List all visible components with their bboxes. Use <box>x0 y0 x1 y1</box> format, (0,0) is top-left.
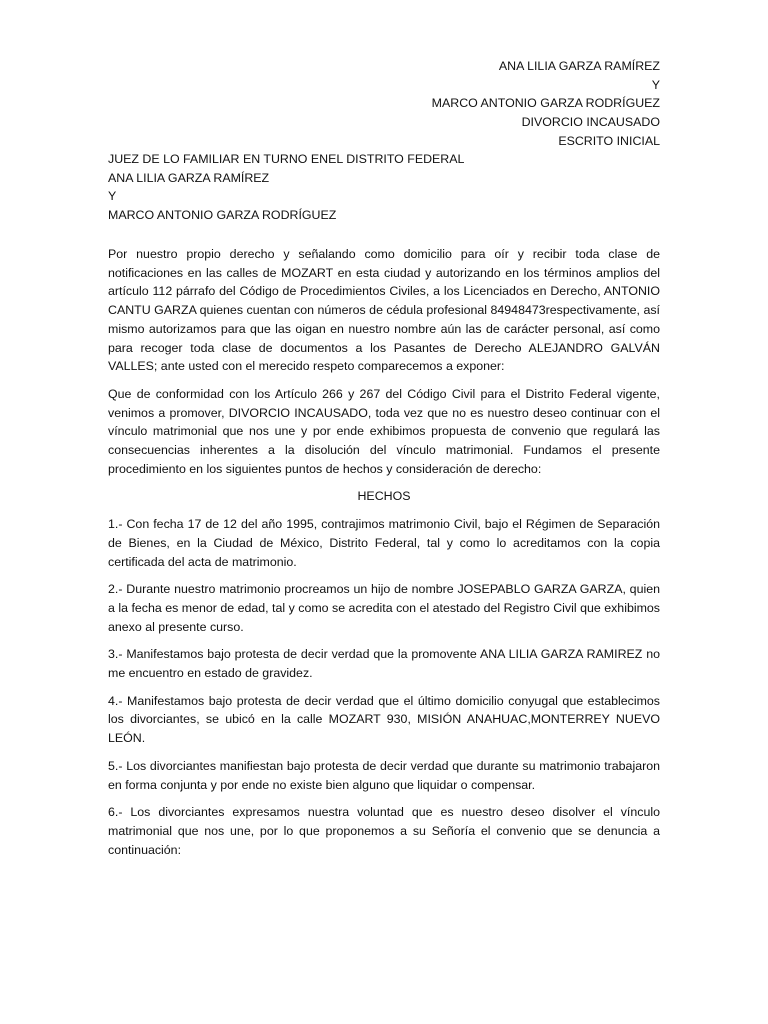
paragraph-hecho-5: 5.- Los divorciantes manifiestan bajo protesta de decir verdad que durante su matrimonio trabajaron en forma conjunta y por ende no existe bien alguno que liquidar o compensar. <box>108 758 660 792</box>
paragraph-hecho-1: 1.- Con fecha 17 de 12 del año 1995, contrajimos matrimonio Civil, bajo el Régimen de Separación de Bienes, en la Ciudad de México, Distrito Federal, tal y como lo acreditamos con la copia certificada del acta de matrimonio. <box>108 517 660 569</box>
document-header <box>108 57 660 150</box>
header-document-type: ESCRITO INICIAL <box>558 133 660 148</box>
addressee-party-two: MARCO ANTONIO GARZA RODRÍGUEZ <box>108 208 337 223</box>
header-party-one: ANA LILIA GARZA RAMÍREZ <box>498 59 660 73</box>
paragraph-hecho-2: 2.- Durante nuestro matrimonio procreamos un hijo de nombre JOSEPABLO GARZA GARZA, quien a la fecha es menor de edad, tal y como se acredita con el atestado del Registro Civil que exhibimos anexo al presente curso. <box>108 582 660 634</box>
paragraph-hecho-6: 6.- Los divorciantes expresamos nuestra voluntad que es nuestro deseo disolver el vínculo matrimonial que nos une, por lo que proponemos a su Señoría el convenio que se denuncia a continuación: <box>108 805 660 857</box>
paragraph-hecho-4: 4.- Manifestamos bajo protesta de decir verdad que el último domicilio conyugal que establecimos los divorciantes, se ubicó en la calle MOZART 930, MISIÓN ANAHUAC,MONTERREY NUEVO LEÓN. <box>108 693 660 746</box>
addressee-conjunction: Y <box>108 189 117 204</box>
document-page <box>108 57 660 859</box>
header-conjunction: Y <box>651 77 660 92</box>
paragraph-intro: Por nuestro propio derecho y señalando como domicilio para oír y recibir toda clase de notificaciones en las calles de MOZART en esta ciudad y autorizando en los términos amplios del artículo 112 párrafo del Código de Procedimientos Civiles, a los Licenciados en Derecho, ANTONIO CANTU GARZA quienes cuentan con números de cédula profesional 84948473respectivamente, así mismo autorizamos para que las oigan en nuestro nombre aún las de carácter personal, así como para recoger toda clase de documentos a los Pasantes de Derecho ALEJANDRO GALVÁN VALLES; ante usted con el merecido respeto comparecemos a exponer: <box>108 247 660 374</box>
header-case-type: DIVORCIO INCAUSADO <box>521 115 660 130</box>
addressee-block <box>108 150 660 222</box>
addressee-judge: JUEZ DE LO FAMILIAR EN TURNO ENEL DISTRITO FEDERAL <box>108 152 465 166</box>
section-title-hechos: HECHOS <box>357 489 411 504</box>
paragraph-hecho-3: 3.- Manifestamos bajo protesta de decir verdad que la promovente ANA LILIA GARZA RAMIREZ no me encuentro en estado de gravidez. <box>108 647 660 681</box>
paragraph-conformidad: Que de conformidad con los Artículo 266 y 267 del Código Civil para el Distrito Federal vigente, venimos a promover, DIVORCIO INCAUSADO, toda vez que no es nuestro deseo continuar con el vínculo matrimonial que nos une y por ende exhibimos propuesta de convenio que regulará las consecuencias inherentes a la disolución del vínculo matrimonial. Fundamos el presente procedimiento en los siguientes puntos de hechos y consideración de derecho: <box>108 386 660 476</box>
header-party-two: MARCO ANTONIO GARZA RODRÍGUEZ <box>431 96 660 111</box>
addressee-party-one: ANA LILIA GARZA RAMÍREZ <box>108 170 270 185</box>
